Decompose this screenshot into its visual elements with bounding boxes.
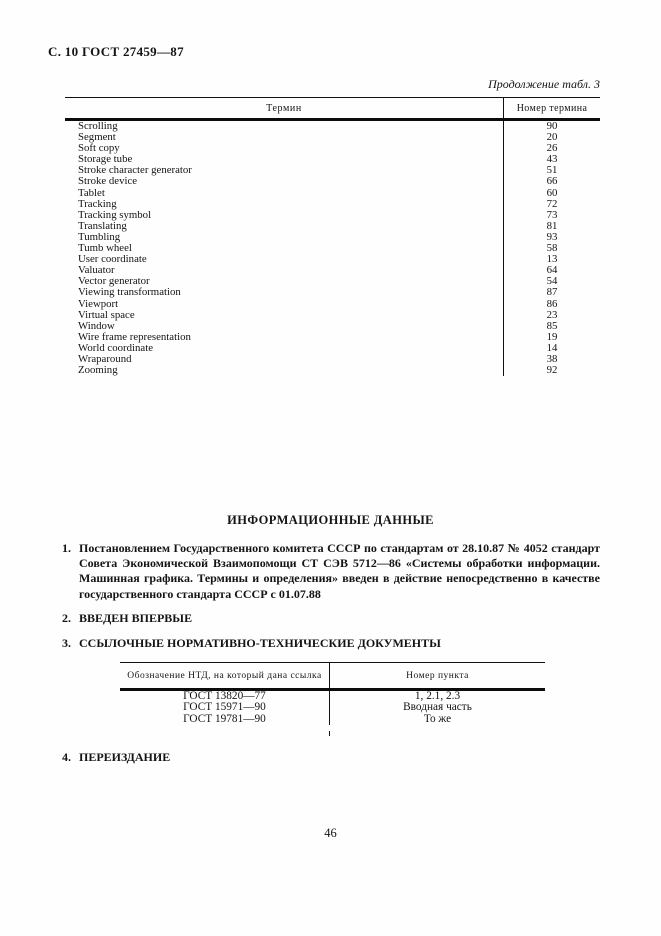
table-row bbox=[65, 199, 600, 210]
term-number-cell: 20 bbox=[503, 132, 600, 143]
terms-table-header-row bbox=[65, 98, 600, 118]
term-number-cell: 13 bbox=[503, 254, 600, 265]
term-number-cell: 73 bbox=[503, 210, 600, 221]
term-cell: Soft copy bbox=[78, 143, 120, 155]
table-row bbox=[65, 243, 600, 254]
term-number-cell: 64 bbox=[503, 265, 600, 276]
term-number-cell: 72 bbox=[503, 199, 600, 210]
page-header: С. 10 ГОСТ 27459—87 bbox=[48, 44, 184, 59]
ntd-cell: ГОСТ 15971—90 bbox=[183, 701, 266, 714]
term-number-cell: 66 bbox=[503, 176, 600, 187]
term-cell: Vector generator bbox=[78, 276, 150, 288]
punkt-column-header: Номер пункта bbox=[329, 663, 545, 688]
ntd-column-header: Обозначение НТД, на который дана ссылка bbox=[127, 670, 322, 681]
info-item-1 bbox=[62, 541, 600, 602]
table-row bbox=[65, 154, 600, 165]
reference-table bbox=[120, 662, 545, 736]
table-row bbox=[65, 265, 600, 276]
page-number: 46 bbox=[324, 826, 337, 840]
table-row bbox=[65, 276, 600, 287]
term-number-cell: 43 bbox=[503, 154, 600, 165]
term-number-cell: 51 bbox=[503, 165, 600, 176]
punkt-cell: 1, 2.1, 2.3 bbox=[329, 691, 545, 703]
term-number-column-header: Номер термина bbox=[503, 98, 600, 118]
term-cell: Storage tube bbox=[78, 154, 133, 166]
table-row bbox=[65, 165, 600, 176]
term-number-cell: 19 bbox=[503, 332, 600, 343]
table-row bbox=[65, 310, 600, 321]
term-cell: Tumbling bbox=[78, 231, 121, 243]
table-row bbox=[65, 354, 600, 365]
info-section-heading: ИНФОРМАЦИОННЫЕ ДАННЫЕ bbox=[227, 513, 434, 527]
ntd-cell: ГОСТ 13820—77 bbox=[183, 689, 266, 702]
item-number: 2. bbox=[62, 611, 71, 625]
term-cell: Tumb wheel bbox=[78, 243, 132, 255]
table-row bbox=[65, 121, 600, 132]
table-row bbox=[120, 714, 545, 726]
term-number-cell: 81 bbox=[503, 221, 600, 232]
term-cell: Stroke character generator bbox=[78, 165, 192, 177]
table-row bbox=[65, 343, 600, 354]
term-cell: Wraparound bbox=[78, 353, 132, 365]
table-row bbox=[65, 287, 600, 298]
term-cell: Tracking symbol bbox=[78, 209, 152, 221]
reference-table-header-row bbox=[120, 663, 545, 688]
term-cell: Valuator bbox=[78, 265, 115, 277]
term-cell: Scrolling bbox=[78, 121, 118, 132]
term-cell: Window bbox=[78, 320, 115, 332]
item-number: 1. bbox=[62, 541, 71, 555]
table-row bbox=[120, 702, 545, 714]
term-cell: Tracking bbox=[78, 198, 117, 210]
table-tail bbox=[120, 731, 545, 736]
item-text: ВВЕДЕН ВПЕРВЫЕ bbox=[79, 611, 193, 625]
table-row bbox=[65, 210, 600, 221]
term-cell: Virtual space bbox=[78, 309, 135, 321]
item-text: ПЕРЕИЗДАНИЕ bbox=[79, 750, 171, 764]
item-number: 3. bbox=[62, 636, 71, 650]
term-number-cell: 87 bbox=[503, 287, 600, 298]
table-row bbox=[65, 132, 600, 143]
table-row bbox=[65, 299, 600, 310]
term-number-cell: 90 bbox=[503, 121, 600, 132]
terms-table bbox=[65, 97, 600, 376]
term-number-cell: 23 bbox=[503, 310, 600, 321]
table-row bbox=[65, 143, 600, 154]
item-text: Постановлением Государственного комитета СССР по стандартам от 28.10.87 № 4052 стандарт Совета Экономической Взаимопомощи СТ СЭВ 5712—86 «Системы обработки информации. Машинная графика. Термины и определения» введен в действие непосредственно в качестве государственного стандарта СССР с 01.07.88 bbox=[79, 541, 600, 601]
table-row bbox=[65, 254, 600, 265]
term-cell: Translating bbox=[78, 220, 127, 232]
term-number-cell: 26 bbox=[503, 143, 600, 154]
table-row bbox=[65, 232, 600, 243]
info-item-4 bbox=[62, 750, 600, 765]
ntd-cell: ГОСТ 19781—90 bbox=[183, 712, 266, 725]
term-cell: Tablet bbox=[78, 187, 105, 199]
table-row bbox=[65, 221, 600, 232]
term-number-cell: 85 bbox=[503, 321, 600, 332]
table-continuation-caption: Продолжение табл. 3 bbox=[488, 77, 600, 91]
term-number-cell: 38 bbox=[503, 354, 600, 365]
term-column-header: Термин bbox=[266, 102, 302, 114]
term-cell: User coordinate bbox=[78, 254, 147, 266]
term-cell: Stroke device bbox=[78, 176, 138, 188]
term-cell: Zooming bbox=[78, 365, 118, 377]
term-number-cell: 14 bbox=[503, 343, 600, 354]
terms-table-body bbox=[65, 121, 600, 376]
table-row bbox=[65, 321, 600, 332]
term-cell: Viewing transformation bbox=[78, 287, 181, 299]
term-cell: World coordinate bbox=[78, 342, 153, 354]
term-number-cell: 60 bbox=[503, 188, 600, 199]
term-cell: Segment bbox=[78, 132, 116, 144]
term-number-cell: 86 bbox=[503, 299, 600, 310]
term-cell: Wire frame representation bbox=[78, 331, 191, 343]
table-row bbox=[65, 188, 600, 199]
item-number: 4. bbox=[62, 750, 71, 764]
term-number-cell: 92 bbox=[503, 365, 600, 376]
term-number-cell: 93 bbox=[503, 232, 600, 243]
table-row bbox=[65, 176, 600, 187]
table-row bbox=[65, 365, 600, 376]
punkt-cell: Вводная часть bbox=[329, 702, 545, 714]
info-item-3 bbox=[62, 636, 600, 651]
term-cell: Viewport bbox=[78, 298, 119, 310]
term-number-cell: 54 bbox=[503, 276, 600, 287]
reference-table-body bbox=[120, 691, 545, 731]
punkt-cell: То же bbox=[329, 714, 545, 726]
item-text: ССЫЛОЧНЫЕ НОРМАТИВНО-ТЕХНИЧЕСКИЕ ДОКУМЕНТЫ bbox=[79, 636, 441, 650]
table-row bbox=[65, 332, 600, 343]
info-item-2 bbox=[62, 611, 600, 626]
term-number-cell: 58 bbox=[503, 243, 600, 254]
